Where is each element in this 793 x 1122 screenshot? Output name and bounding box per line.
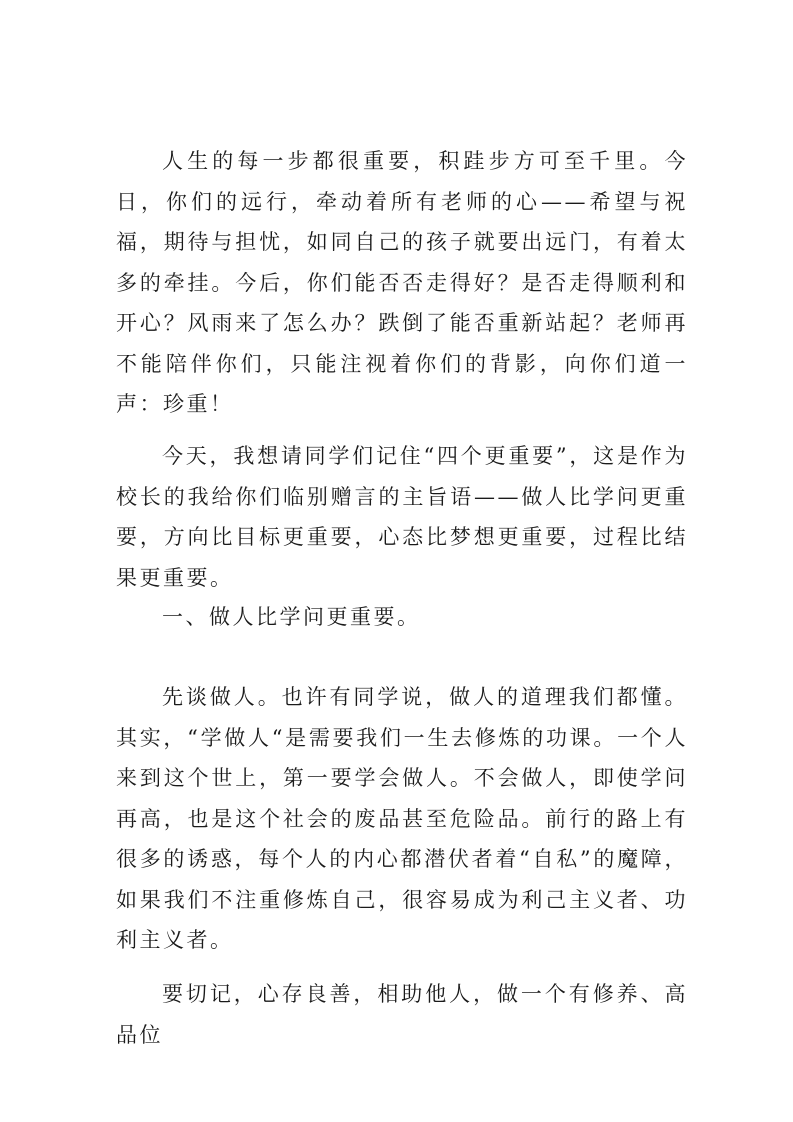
paragraph-farewell-wishes: 人生的每一步都很重要，积跬步方可至千里。今日，你们的远行，牵动着所有老师的心——希望与祝福，期待与担忧，如同自己的孩子就要出远门，有着太多的牵挂。今后，你们能否否走得好？是否走得顺利和开心？风雨来了怎么办？跌倒了能否重新站起？老师再不能陪伴你们，只能注视着你们的背影，向你们道一声：珍重！ — [116, 149, 688, 416]
section-heading-1: 一、做人比学问更重要。 — [162, 605, 421, 629]
paragraph-learn-to-be-human: 先谈做人。也许有同学说，做人的道理我们都懂。其实，“学做人“是需要我们一生去修炼的功课。一个人来到这个世上，第一要学会做人。不会做人，即使学问再高，也是这个社会的废品甚至危险品。前行的路上有很多的诱惑，每个人的内心都潜伏者着“自私”的魔障，如果我们不注重修炼自己，很容易成为利己主义者、功利主义者。 — [116, 685, 688, 952]
paragraph-four-more-important: 今天，我想请同学们记住“四个更重要”，这是作为校长的我给你们临别赠言的主旨语——做人比学问更重要，方向比目标更重要，心态比梦想更重要，过程比结果更重要。 — [116, 444, 688, 590]
paragraph-kindness: 要切记，心存良善，相助他人，做一个有修养、高品位 — [116, 982, 688, 1047]
